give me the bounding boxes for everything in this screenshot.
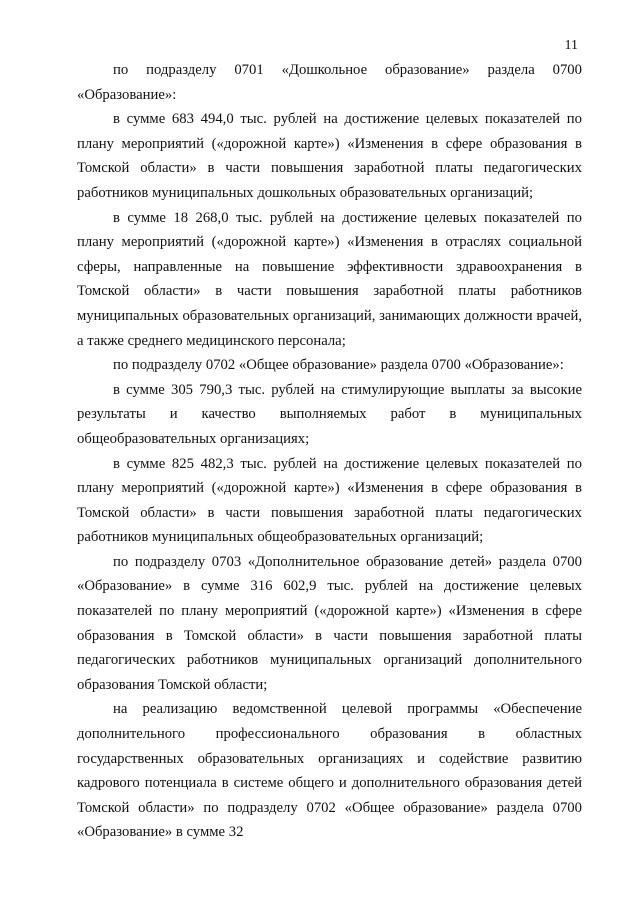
- document-body: [77, 58, 582, 845]
- paragraph-subsection-0703-additional-education: по подразделу 0703 «Дополнительное образование детей» раздела 0700 «Образование» в сумме 316 602,9 тыс. рублей на достижение целевых показателей по плану мероприятий («дорожной карте») «Изменения в сфере образования в Томской области» в части повышения заработной платы педагогических работников муниципальных организаций дополнительного образования Томской области;: [77, 553, 582, 693]
- page-number: 11: [564, 38, 578, 53]
- paragraph-departmental-target-program: на реализацию ведомственной целевой программы «Обеспечение дополнительного профессионального образования в областных государственных образовательных организациях и содействие развитию кадрового потенциала в системе общего и дополнительного образования детей Томской области» по подразделу 0702 «Общее образование» раздела 0700 «Образование» в сумме 32: [77, 701, 582, 841]
- paragraph-preschool-medical-salary: в сумме 18 268,0 тыс. рублей на достижение целевых показателей по плану мероприятий («дорожной карте») «Изменения в отраслях социальной сферы, направленные на повышение эффективности здравоохранения в Томской области» в части повышения заработной платы работников муниципальных образовательных организаций, занимающих должности врачей, а также среднего медицинского персонала;: [77, 209, 582, 349]
- paragraph-incentive-payments: в сумме 305 790,3 тыс. рублей на стимулирующие выплаты за высокие результаты и качество выполняемых работ в муниципальных общеобразовательных организациях;: [77, 381, 582, 447]
- paragraph-general-teacher-salary: в сумме 825 482,3 тыс. рублей на достижение целевых показателей по плану мероприятий («дорожной карте») «Изменения в сфере образования в Томской области» в части повышения заработной платы педагогических работников муниципальных общеобразовательных организаций;: [77, 455, 582, 546]
- paragraph-subsection-0702-heading: по подразделу 0702 «Общее образование» раздела 0700 «Образование»:: [113, 357, 564, 374]
- paragraph-preschool-teacher-salary: в сумме 683 494,0 тыс. рублей на достижение целевых показателей по плану мероприятий («дорожной карте») «Изменения в сфере образования в Томской области» в части повышения заработной платы педагогических работников муниципальных дошкольных образовательных организаций;: [77, 111, 582, 201]
- paragraph-subsection-0701-heading: по подразделу 0701 «Дошкольное образование» раздела 0700 «Образование»:: [77, 62, 582, 103]
